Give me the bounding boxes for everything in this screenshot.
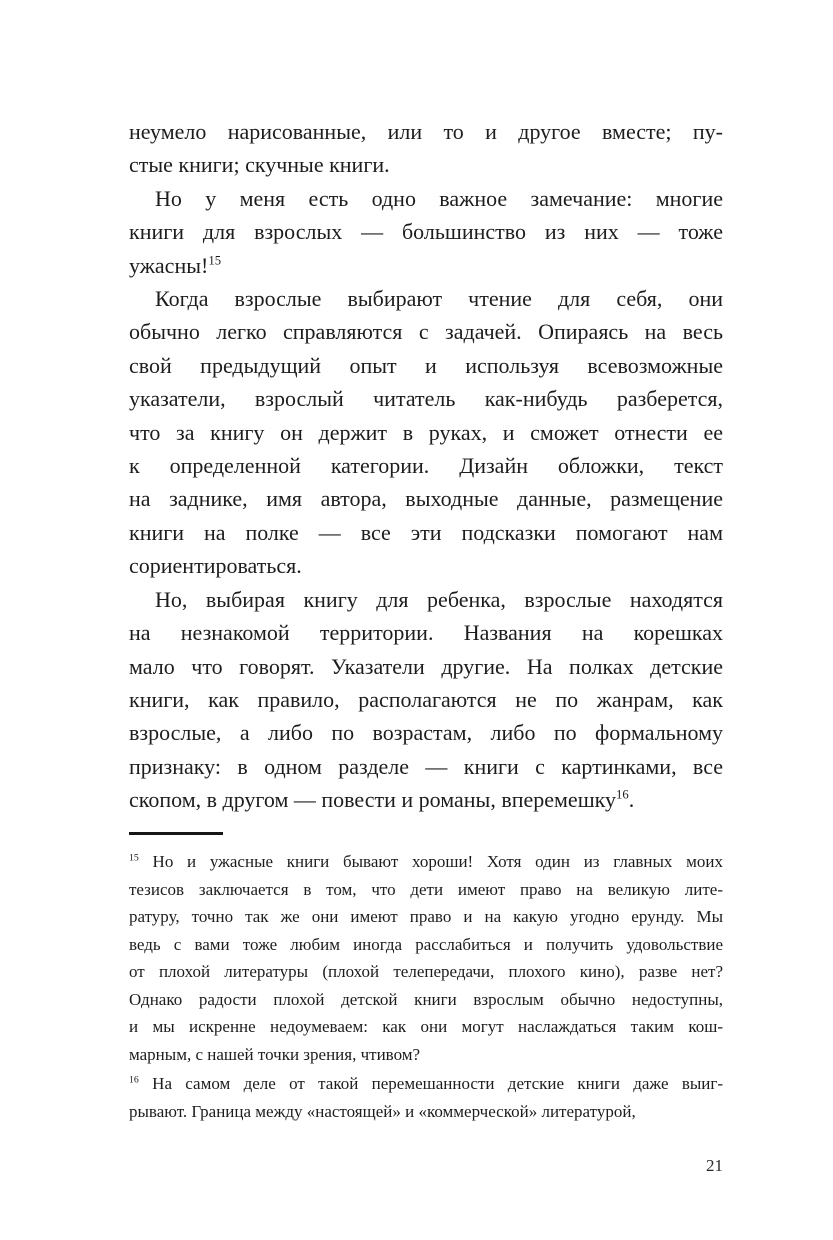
body-text-line: взрослые, а либо по возрастам, либо по формальному <box>129 720 723 746</box>
body-text-line: стые книги; скучные книги. <box>129 152 390 178</box>
paragraph-1 <box>129 115 723 182</box>
body-text-line: Но у меня есть одно важное замечание: многие <box>155 185 723 211</box>
body-text-line: указатели, взрослый читатель как-нибудь разберется, <box>129 386 723 412</box>
footnote-line: марным, с нашей точки зрения, чтивом? <box>129 1044 421 1064</box>
footnote-line: ведь с вами тоже любим иногда расслабиться и получить удовольствие <box>129 934 723 954</box>
footnote-15 <box>129 848 723 1068</box>
footnote-16 <box>129 1070 723 1125</box>
body-text-line: мало что говорят. Указатели другие. На полках детские <box>129 653 723 679</box>
body-text-line: Когда взрослые выбирают чтение для себя, они <box>155 286 723 312</box>
footnote-line: $^{15}$ Но и ужасные книги бывают хороши! Хотя один из главных моих <box>129 852 723 871</box>
footnotes-section <box>129 848 723 1125</box>
footnote-marker: 16 <box>129 1074 139 1086</box>
page-number: 21 <box>706 1156 723 1175</box>
footnote-line: и мы искренне недоумеваем: как они могут наслаждаться таким кош- <box>129 1017 723 1036</box>
body-text-line: книги на полке — все эти подсказки помогают нам <box>129 519 723 545</box>
footnote-line: от плохой литературы (плохой телепередачи, плохого кино), разве нет? <box>129 962 723 981</box>
footnote-line: рывают. Граница между «настоящей» и «коммерческой» литературой, <box>129 1101 636 1121</box>
footnote-marker: 15 <box>129 852 139 864</box>
paragraph-2 <box>129 182 723 282</box>
footnote-reference: 16 <box>616 787 629 802</box>
body-text-line: книги для взрослых — большинство из них — тоже <box>129 219 723 245</box>
body-text-line: что за книгу он держит в руках, и сможет отнести ее <box>129 419 723 445</box>
body-text-line: признаку: в одном разделе — книги с картинками, все <box>129 753 723 779</box>
footnote-line: $^{16}$ На самом деле от такой перемешанности детские книги даже выиг- <box>129 1074 723 1093</box>
body-text-line: скопом, в другом — повести и романы, вперемешку$^{16}$. <box>129 787 635 813</box>
paragraph-3 <box>129 282 723 583</box>
body-text-line: обычно легко справляются с задачей. Опираясь на весь <box>129 319 723 345</box>
body-text-line: ужасны!$^{15}$ <box>129 252 222 278</box>
body-text-line: неумело нарисованные, или то и другое вместе; пу- <box>129 119 723 144</box>
body-text-line: на незнакомой территории. Названия на корешках <box>129 620 723 646</box>
body-text-line: свой предыдущий опыт и используя всевозможные <box>129 352 723 378</box>
body-text-line: на заднике, имя автора, выходные данные, размещение <box>129 486 723 512</box>
main-text <box>129 115 723 817</box>
body-text-line: к определенной категории. Дизайн обложки, текст <box>129 453 723 479</box>
footnote-divider <box>129 832 223 835</box>
footnote-line: ратуру, точно так же они имеют право и на какую угодно ерунду. Мы <box>129 907 723 926</box>
body-text-line: Но, выбирая книгу для ребенка, взрослые находятся <box>155 586 723 612</box>
footnote-reference: 15 <box>208 253 222 268</box>
body-text-line: книги, как правило, располагаются не по жанрам, как <box>129 686 723 712</box>
footnote-line: тезисов заключается в том, что дети имеют право на великую лите- <box>129 879 723 899</box>
footnote-line: Однако радости плохой детской книги взрослым обычно недоступны, <box>129 989 723 1009</box>
body-text-line: сориентироваться. <box>129 553 302 579</box>
paragraph-4 <box>129 583 723 817</box>
